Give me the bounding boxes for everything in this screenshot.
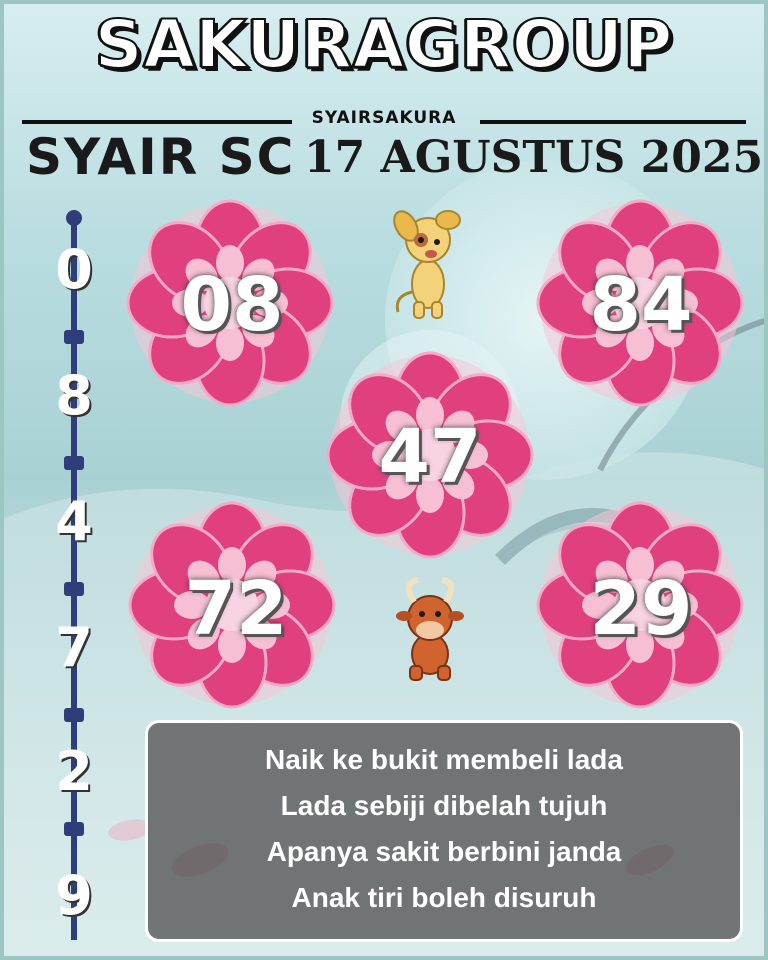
digit-label: 2 — [55, 740, 93, 803]
poem-panel — [145, 720, 743, 942]
poem-line: Naik ke bukit membeli lada — [265, 744, 623, 775]
flower-number: 08 — [180, 262, 284, 348]
brand-subtitle: SYAIRSAKURA — [311, 108, 457, 128]
flower-number: 29 — [589, 566, 693, 652]
header-label: SYAIR SC — [26, 128, 296, 186]
flower-number: 84 — [589, 262, 693, 348]
poem-line: Lada sebiji dibelah tujuh — [280, 790, 608, 821]
digit-label: 7 — [55, 616, 93, 679]
brand-title: SAKURAGROUP — [94, 6, 674, 83]
poem-line: Anak tiri boleh disuruh — [291, 882, 597, 913]
digit-label: 4 — [55, 490, 93, 553]
flower-number: 72 — [184, 566, 288, 652]
flower-number: 47 — [378, 414, 482, 500]
digit-label: 8 — [55, 364, 93, 427]
digit-label: 9 — [55, 864, 93, 927]
poem-line: Apanya sakit berbini janda — [266, 836, 622, 867]
header-date: 17 AGUSTUS 2025 — [304, 132, 764, 183]
digit-label: 0 — [55, 238, 93, 301]
